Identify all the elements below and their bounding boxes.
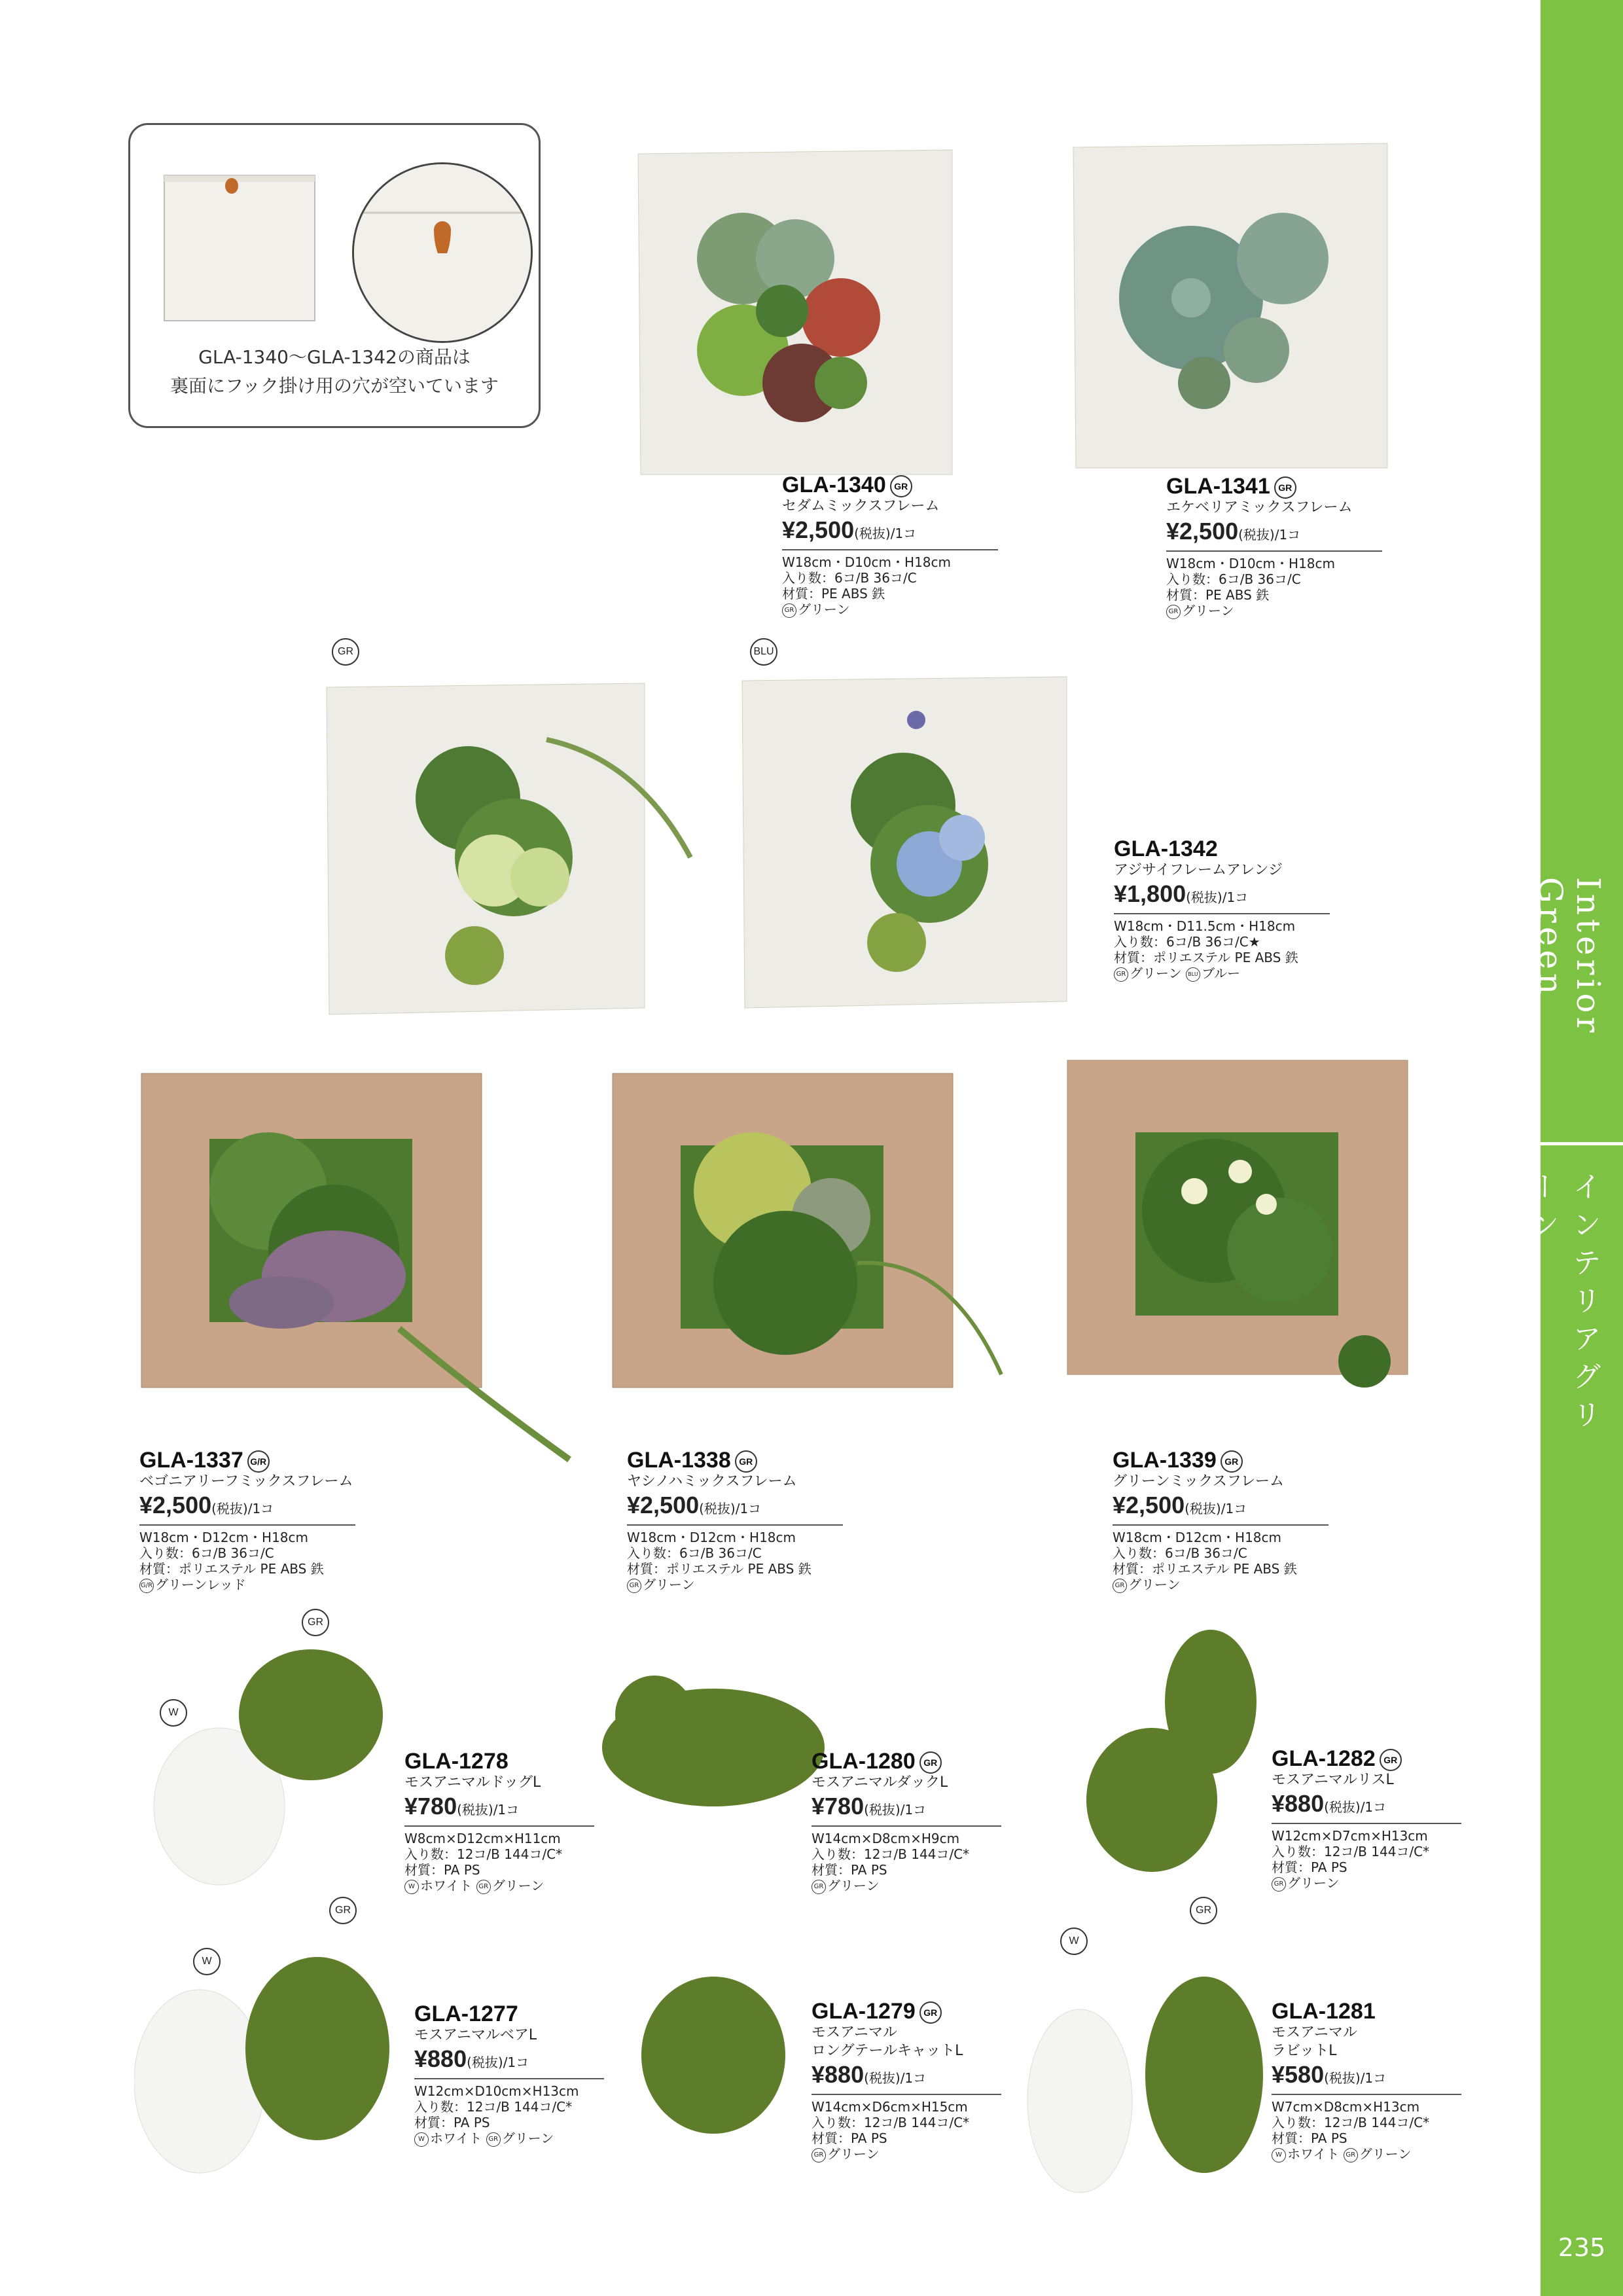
color-badge: GR: [1272, 1877, 1286, 1892]
color-label: グリーン: [827, 2146, 880, 2162]
product-quantity: 入り数：6コ/B 36コ/C★: [1114, 934, 1260, 950]
color-label: グリーン: [798, 601, 850, 618]
product-quantity: 入り数：12コ/B 144コ/C*: [812, 1846, 970, 1863]
product-code: GLA-1341: [1166, 474, 1270, 499]
product-name: モスアニマル: [812, 2024, 897, 2041]
divider: [1166, 550, 1382, 552]
product-material: 材質：PA PS: [812, 2130, 887, 2147]
note-line-2: 裏面にフック掛け用の穴が空いています: [169, 375, 499, 397]
product-quantity: 入り数：6コ/B 36コ/C: [1166, 571, 1301, 588]
product-size: W18cm・D12cm・H18cm: [627, 1530, 796, 1546]
product-name-line-2: ラビットL: [1272, 2043, 1337, 2059]
product-gla-1277: [414, 2001, 637, 2147]
divider: [1113, 1524, 1329, 1526]
color-label: グリーン: [1130, 965, 1182, 981]
product-price: ¥580: [1272, 2061, 1325, 2088]
product-name: モスアニマルドッグL: [404, 1774, 541, 1791]
color-badge-gr: GR: [1190, 1897, 1217, 1924]
color-badge: GR: [1221, 1450, 1243, 1473]
product-price: ¥2,500: [627, 1492, 700, 1519]
product-size: W14cm×D8cm×H9cm: [812, 1831, 960, 1847]
product-price: ¥880: [1272, 1790, 1325, 1818]
product-quantity: 入り数：12コ/B 144コ/C*: [1272, 1844, 1430, 1860]
product-material: 材質：ポリエステル PE ABS 鉄: [1113, 1561, 1297, 1577]
product-gla-1340: [782, 473, 1005, 618]
product-size: W18cm・D11.5cm・H18cm: [1114, 918, 1296, 934]
color-label: グリーン: [1128, 1577, 1181, 1593]
color-label: グリーン: [1287, 1875, 1340, 1892]
divider: [812, 2094, 1001, 2095]
product-name: ヤシノハミックスフレーム: [627, 1473, 797, 1490]
color-badge: G/R: [139, 1579, 154, 1593]
product-colors: [782, 601, 1005, 618]
color-badge: GR: [627, 1579, 641, 1593]
price-unit: (税抜)/1コ: [1238, 527, 1301, 543]
product-gla-1282: [1272, 1746, 1494, 1892]
product-price: ¥780: [812, 1793, 865, 1820]
product-colors: [812, 1878, 1034, 1894]
product-quantity: 入り数：12コ/B 144コ/C*: [812, 2115, 970, 2131]
product-name: エケベリアミックスフレーム: [1166, 499, 1353, 516]
color-label: グリーン: [643, 1577, 695, 1593]
product-price: ¥780: [404, 1793, 457, 1820]
product-price: ¥880: [812, 2061, 865, 2089]
product-gla-1337: [139, 1448, 362, 1593]
color-label: ブルー: [1201, 965, 1241, 981]
product-code: GLA-1278: [404, 1749, 508, 1774]
color-label: グリーン: [491, 1878, 544, 1893]
product-image-gla-1342-gr: [324, 681, 717, 1021]
color-badge: GR: [1114, 967, 1128, 982]
color-badge-gr: GR: [329, 1897, 357, 1924]
product-image-gla-1340: [632, 147, 959, 481]
product-code: GLA-1340: [782, 473, 886, 497]
product-image-gla-1281: [1008, 1957, 1283, 2199]
product-price: ¥2,500: [782, 516, 855, 544]
color-badge: W: [1272, 2148, 1286, 2162]
product-size: W12cm×D7cm×H13cm: [1272, 1828, 1428, 1844]
product-gla-1339: [1113, 1448, 1335, 1593]
color-badge-gr: GR: [302, 1609, 329, 1636]
product-name: セダムミックスフレーム: [782, 498, 940, 515]
color-label: グリーンレッド: [155, 1577, 246, 1593]
product-material: 材質：PA PS: [1272, 1859, 1347, 1876]
color-badge: W: [404, 1880, 419, 1894]
product-price: ¥2,500: [139, 1492, 212, 1519]
product-material: 材質：PA PS: [812, 1862, 887, 1878]
product-code: GLA-1337: [139, 1448, 243, 1473]
product-size: W18cm・D10cm・H18cm: [1166, 556, 1335, 572]
product-price: ¥1,800: [1114, 880, 1186, 907]
divider: [1272, 1823, 1461, 1824]
product-size: W8cm×D12cm×H11cm: [404, 1831, 561, 1846]
product-colors: [414, 2130, 637, 2147]
product-material: 材質：PA PS: [414, 2115, 490, 2130]
color-label: ホワイト: [1287, 2146, 1340, 2162]
note-line-1: GLA-1340〜GLA-1342の商品は: [198, 346, 471, 368]
price-unit: (税抜)/1コ: [1324, 1799, 1387, 1816]
product-image-gla-1341: [1067, 141, 1394, 475]
product-code: GLA-1281: [1272, 1999, 1376, 2024]
product-colors: [139, 1577, 362, 1593]
product-colors: [627, 1577, 849, 1593]
product-code: GLA-1338: [627, 1448, 731, 1473]
product-material: 材質：PE ABS 鉄: [782, 586, 885, 602]
product-gla-1281: [1272, 1999, 1494, 2162]
price-unit: (税抜)/1コ: [467, 2054, 529, 2070]
color-badge-w: W: [1060, 1928, 1088, 1955]
divider: [1114, 913, 1330, 914]
color-badge: GR: [812, 2148, 826, 2162]
color-badge: GR: [486, 2132, 501, 2147]
product-quantity: 入り数：6コ/B 36コ/C: [139, 1545, 274, 1562]
product-colors: [1114, 965, 1376, 982]
color-label: グリーン: [827, 1878, 880, 1894]
product-size: W18cm・D12cm・H18cm: [1113, 1530, 1281, 1546]
price-unit: (税抜)/1コ: [1324, 2070, 1387, 2086]
product-image-gla-1342-blu: [740, 674, 1080, 1014]
product-name: モスアニマル: [1272, 2024, 1357, 2041]
product-code: GLA-1342: [1114, 836, 1218, 861]
product-quantity: 入り数：12コ/B 144コ/C*: [404, 1846, 563, 1862]
color-label: グリーン: [1359, 2146, 1412, 2162]
divider: [404, 1825, 594, 1827]
product-code: GLA-1280: [812, 1749, 916, 1774]
product-size: W18cm・D10cm・H18cm: [782, 554, 951, 571]
product-gla-1279: [812, 1999, 1034, 2162]
product-colors: [1113, 1577, 1335, 1593]
page-number: 235: [1558, 2233, 1606, 2262]
divider: [782, 549, 998, 550]
product-name: グリーンミックスフレーム: [1113, 1473, 1285, 1490]
product-name: モスアニマルベアL: [414, 2027, 537, 2043]
divider: [812, 1825, 1001, 1827]
price-unit: (税抜)/1コ: [1185, 1501, 1247, 1517]
color-label: グリーン: [501, 2130, 554, 2146]
product-name: ベゴニアリーフミックスフレーム: [139, 1473, 353, 1490]
section-tab: [1525, 0, 1623, 2296]
product-image-gla-1277: [134, 1937, 409, 2193]
divider: [627, 1524, 843, 1526]
product-material: 材質：PE ABS 鉄: [1166, 587, 1270, 603]
section-title-en: Interior Green: [1531, 877, 1607, 1037]
color-label: グリーン: [1182, 603, 1234, 619]
product-code: GLA-1279: [812, 1999, 916, 2024]
color-badge: GR: [890, 475, 912, 497]
tab-divider: [1541, 1142, 1623, 1145]
product-quantity: 入り数：6コ/B 36コ/C: [1113, 1545, 1247, 1562]
product-quantity: 入り数：6コ/B 36コ/C: [782, 570, 917, 586]
product-colors: [1272, 2146, 1494, 2162]
price-unit: (税抜)/1コ: [854, 526, 917, 542]
product-material: 材質：PA PS: [404, 1862, 480, 1878]
product-material: 材質：ポリエステル PE ABS 鉄: [627, 1561, 812, 1577]
color-badge: GR: [812, 1880, 826, 1894]
product-gla-1280: [812, 1749, 1034, 1894]
product-gla-1278: [404, 1749, 627, 1894]
frame-back-illustration: [161, 171, 318, 329]
color-badge: GR: [1380, 1749, 1402, 1771]
product-material: 材質：PA PS: [1272, 2130, 1347, 2146]
color-badge: GR: [1274, 476, 1296, 499]
color-badge: W: [414, 2132, 429, 2147]
product-image-gla-1339: [1063, 1054, 1443, 1446]
color-badge: GR: [1113, 1579, 1127, 1593]
divider: [1272, 2094, 1461, 2095]
color-label: ホワイト: [420, 1878, 473, 1893]
color-badge-w: W: [193, 1948, 221, 1975]
product-quantity: 入り数：12コ/B 144コ/C*: [414, 2099, 573, 2115]
product-size: W14cm×D6cm×H15cm: [812, 2099, 968, 2115]
price-unit: (税抜)/1コ: [1186, 889, 1249, 905]
product-image-gla-1282: [1073, 1630, 1270, 1878]
product-gla-1338: [627, 1448, 849, 1593]
color-badge: GR: [1344, 2148, 1358, 2162]
color-badge-w: W: [160, 1699, 187, 1727]
price-unit: (税抜)/1コ: [864, 2070, 927, 2087]
price-unit: (税抜)/1コ: [457, 1802, 520, 1818]
product-size: W12cm×D10cm×H13cm: [414, 2083, 579, 2099]
color-badge: BLU: [1186, 967, 1200, 982]
price-unit: (税抜)/1コ: [864, 1802, 927, 1818]
color-badge: G/R: [247, 1450, 270, 1473]
product-image-gla-1338: [609, 1047, 1014, 1479]
product-price: ¥2,500: [1166, 518, 1239, 545]
product-size: W7cm×D8cm×H13cm: [1272, 2099, 1420, 2115]
product-name: モスアニマルダックL: [812, 1774, 948, 1791]
product-colors: [404, 1878, 627, 1894]
product-name: アジサイフレームアレンジ: [1114, 862, 1283, 878]
price-unit: (税抜)/1コ: [699, 1501, 762, 1517]
product-name: モスアニマルリスL: [1272, 1772, 1394, 1789]
price-unit: (税抜)/1コ: [211, 1501, 274, 1517]
product-material: 材質：ポリエステル PE ABS 鉄: [1114, 950, 1298, 965]
product-gla-1341: [1166, 474, 1389, 619]
product-quantity: 入り数：6コ/B 36コ/C: [627, 1545, 762, 1562]
color-badge: GR: [782, 603, 796, 618]
color-badge: GR: [735, 1450, 757, 1473]
product-image-gla-1279: [628, 1944, 805, 2153]
product-quantity: 入り数：12コ/B 144コ/C*: [1272, 2115, 1430, 2130]
product-colors: [812, 2146, 1034, 2162]
color-badge: GR: [476, 1880, 491, 1894]
product-colors: [1166, 603, 1389, 619]
product-code: GLA-1282: [1272, 1746, 1376, 1771]
section-title-jp: インテリアグリーン: [1525, 1172, 1601, 1437]
product-gla-1342: [1114, 836, 1376, 982]
divider: [139, 1524, 355, 1526]
color-badge: GR: [1166, 605, 1181, 619]
hook-note-text: [128, 343, 541, 401]
divider: [414, 2078, 604, 2079]
product-size: W18cm・D12cm・H18cm: [139, 1530, 308, 1546]
color-label: ホワイト: [430, 2130, 482, 2146]
product-image-gla-1337: [137, 1067, 582, 1473]
product-colors: [1272, 1875, 1494, 1892]
color-badge: GR: [919, 1751, 942, 1774]
product-code: GLA-1339: [1113, 1448, 1217, 1473]
product-image-gla-1278: [134, 1643, 409, 1905]
color-badge-gr: GR: [332, 638, 359, 666]
product-name-line-2: ロングテールキャットL: [812, 2043, 963, 2060]
product-price: ¥880: [414, 2045, 467, 2072]
product-price: ¥2,500: [1113, 1492, 1185, 1519]
product-code: GLA-1277: [414, 2001, 518, 2026]
color-badge: GR: [919, 2001, 942, 2024]
hook-hole-closeup: [352, 162, 533, 343]
product-material: 材質：ポリエステル PE ABS 鉄: [139, 1561, 324, 1577]
color-badge-blu: BLU: [750, 638, 777, 666]
